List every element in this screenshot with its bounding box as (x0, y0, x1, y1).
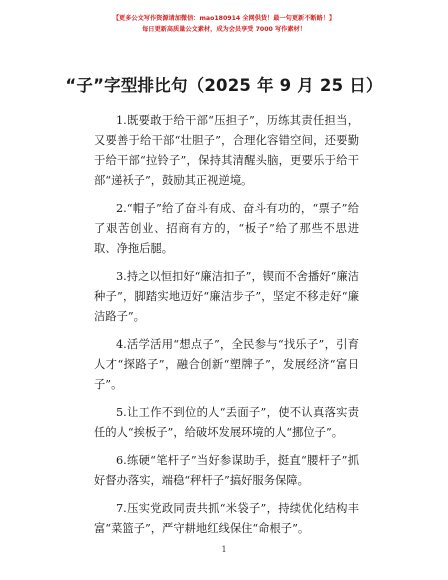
page-number: 1 (221, 545, 227, 554)
promo-banner (0, 14, 448, 35)
document-body (94, 111, 359, 547)
paragraph-4: 4.活学活用“想点子”，全民参与“找乐子”，引育人才“探路子”，融合创新“塑牌子”，发展经济“富日子”。 (94, 338, 359, 391)
promo-banner-line-2: 每日更新高质量公文素材，成为会员享受 7000 写作素材！ (142, 26, 306, 33)
paragraph-2: 2.“帽子”给了奋斗有成、奋斗有功的，“票子”给了艰苦创业、招商有方的，“板子”给了那些不思进取、净拖后腿。 (94, 202, 359, 255)
paragraph-6: 6.练硬“笔杆子”当好参谋助手，挺直“腰杆子”抓好督办落实，端稳“秤杆子”搞好服务保障。 (94, 454, 359, 487)
promo-banner-line-1: 【更多公文写作资源请加微信：mao180914 全网供货！最一句更新不断路！】 (112, 15, 336, 22)
paragraph-1: 1.既要敢于给干部“压担子”，历练其责任担当，又要善于给干部“壮胆子”，合理化容错空间，还要勤于给干部“拉铃子”，保持其清醒头脑，更要乐于给干部“递袄子”，鼓励其正视逆境。 (94, 114, 359, 187)
document-title: “子”字型排比句（2025 年 9 月 25 日） (65, 76, 383, 95)
paragraph-3: 3.持之以恒扣好“廉洁扣子”，锲而不舍播好“廉洁种子”，脚踏实地迈好“廉洁步子”，坚定不移走好“廉洁路子”。 (94, 270, 359, 323)
paragraph-7: 7.压实党政同责共抓“米袋子”，持续优化结构丰富“菜篮子”，严守耕地红线保住“命根子”。 (94, 502, 359, 535)
paragraph-5: 5.让工作不到位的人“丢面子”，使不认真落实责任的人“挨板子”，给破坏发展环境的人“挪位子”。 (94, 406, 359, 439)
